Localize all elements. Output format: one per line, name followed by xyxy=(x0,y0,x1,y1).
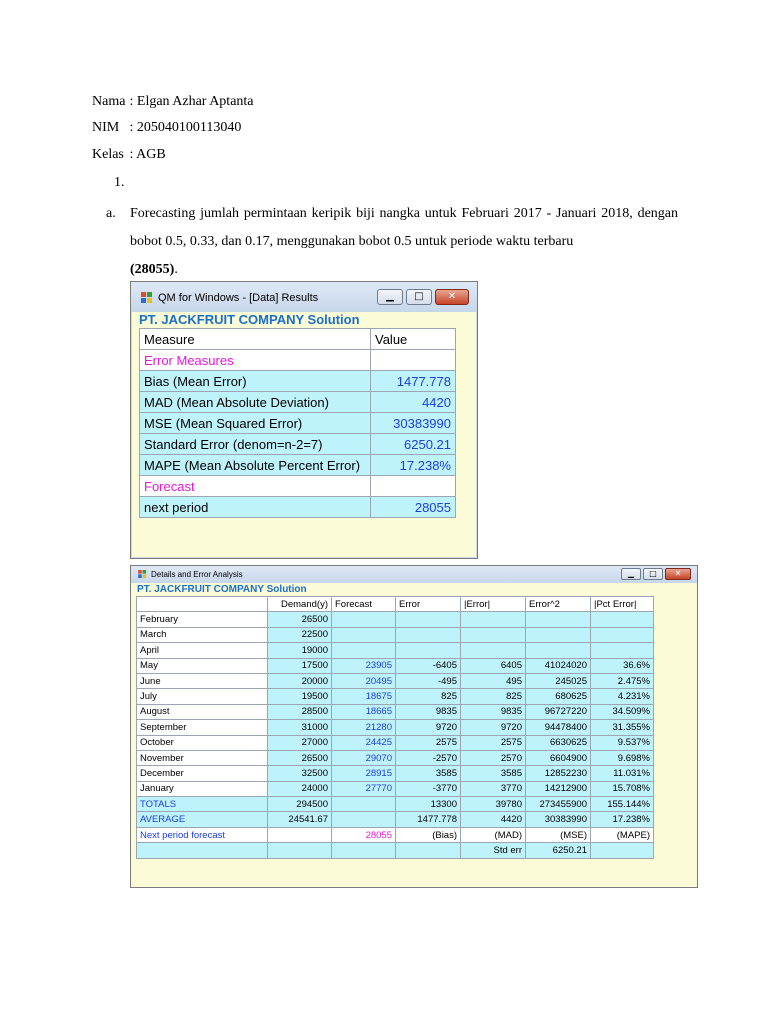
mse-label[interactable]: MSE (Mean Squared Error) xyxy=(140,413,371,434)
cell-abs-error[interactable]: 9835 xyxy=(461,704,526,719)
cell-error[interactable]: -2570 xyxy=(396,750,461,765)
cell-label[interactable]: TOTALS xyxy=(137,797,268,812)
close-icon: ✕ xyxy=(447,291,457,302)
cell-label[interactable]: May xyxy=(137,658,268,673)
part-a-suffix: . xyxy=(174,262,178,277)
nim-value: : 205040100113040 xyxy=(129,120,242,135)
mad-label[interactable]: MAD (Mean Absolute Deviation) xyxy=(140,392,371,413)
error-measures-label[interactable]: Error Measures xyxy=(140,350,371,371)
cell-pct-error[interactable]: (MAPE) xyxy=(591,827,654,842)
cell-abs-error[interactable]: 4420 xyxy=(461,812,526,827)
cell-pct-error[interactable]: 11.031% xyxy=(591,766,654,781)
cell-pct-error[interactable]: 15.708% xyxy=(591,781,654,796)
cell-abs-error[interactable]: 3585 xyxy=(461,766,526,781)
cell-abs-error[interactable]: 2570 xyxy=(461,750,526,765)
nama-value: : Elgan Azhar Aptanta xyxy=(129,94,254,109)
cell-pct-error[interactable]: 9.537% xyxy=(591,735,654,750)
results-solution-title: PT. JACKFRUIT COMPANY Solution xyxy=(139,312,360,327)
cell-abs-error[interactable]: 825 xyxy=(461,689,526,704)
close-button[interactable] xyxy=(665,568,691,580)
cell-abs-error[interactable] xyxy=(461,643,526,658)
cell-label[interactable]: April xyxy=(137,643,268,658)
table-row xyxy=(137,797,654,812)
cell-label[interactable]: November xyxy=(137,750,268,765)
table-row xyxy=(137,750,654,765)
table-row xyxy=(140,455,456,476)
next-period-label[interactable]: next period xyxy=(140,497,371,518)
bias-value[interactable]: 1477.778 xyxy=(371,371,456,392)
cell-demand[interactable]: 22500 xyxy=(268,627,332,642)
details-header-row xyxy=(137,597,654,612)
table-row xyxy=(137,781,654,796)
table-row xyxy=(140,413,456,434)
details-window-titlebar[interactable] xyxy=(131,566,697,583)
cell-label[interactable]: August xyxy=(137,704,268,719)
cell-label[interactable]: July xyxy=(137,689,268,704)
cell-demand[interactable] xyxy=(268,843,332,858)
details-table xyxy=(136,596,654,859)
cell-pct-error[interactable] xyxy=(591,612,654,627)
qm-app-icon xyxy=(138,570,147,578)
cell-error-squared[interactable]: 96727220 xyxy=(526,704,591,719)
cell-error-squared[interactable] xyxy=(526,612,591,627)
table-row xyxy=(137,812,654,827)
cell-pct-error[interactable] xyxy=(591,627,654,642)
part-a-paragraph xyxy=(92,200,678,284)
cell-error-squared[interactable]: 680625 xyxy=(526,689,591,704)
results-window-titlebar[interactable] xyxy=(131,282,477,312)
details-solution-title: PT. JACKFRUIT COMPANY Solution xyxy=(137,584,307,595)
table-row xyxy=(137,673,654,688)
table-row xyxy=(140,434,456,455)
cell-error-squared[interactable]: 6604900 xyxy=(526,750,591,765)
cell-error[interactable] xyxy=(396,627,461,642)
cell-pct-error[interactable] xyxy=(591,843,654,858)
cell-demand[interactable]: 26500 xyxy=(268,612,332,627)
cell-abs-error[interactable]: 39780 xyxy=(461,797,526,812)
empty-cell[interactable] xyxy=(371,350,456,371)
cell-error-squared[interactable]: 30383990 xyxy=(526,812,591,827)
kelas-row xyxy=(92,147,166,163)
results-window xyxy=(130,281,478,559)
table-row xyxy=(137,704,654,719)
cell-error[interactable] xyxy=(396,843,461,858)
table-row xyxy=(137,612,654,627)
cell-error[interactable]: 13300 xyxy=(396,797,461,812)
cell-demand[interactable]: 20000 xyxy=(268,673,332,688)
minimize-button[interactable] xyxy=(621,568,641,580)
header-label[interactable] xyxy=(137,597,268,612)
minimize-button[interactable] xyxy=(377,289,403,305)
part-a-letter: a. xyxy=(106,206,116,221)
cell-abs-error[interactable] xyxy=(461,627,526,642)
cell-demand[interactable]: 32500 xyxy=(268,766,332,781)
minimize-icon: ▁ xyxy=(627,569,635,578)
header-abs-error[interactable]: |Error| xyxy=(461,597,526,612)
nama-row xyxy=(92,94,254,110)
next-period-value[interactable]: 28055 xyxy=(371,497,456,518)
close-button[interactable] xyxy=(435,289,469,305)
details-window xyxy=(130,565,698,888)
cell-label[interactable]: AVERAGE xyxy=(137,812,268,827)
cell-forecast[interactable]: 28055 xyxy=(332,827,396,842)
question-number: 1. xyxy=(114,175,125,190)
cell-error[interactable]: 3585 xyxy=(396,766,461,781)
cell-error-squared[interactable]: 6630625 xyxy=(526,735,591,750)
cell-error[interactable]: -495 xyxy=(396,673,461,688)
cell-abs-error[interactable]: 2575 xyxy=(461,735,526,750)
cell-label[interactable]: June xyxy=(137,673,268,688)
cell-error[interactable]: 1477.778 xyxy=(396,812,461,827)
table-row xyxy=(137,658,654,673)
table-row xyxy=(137,843,654,858)
table-row xyxy=(137,720,654,735)
cell-error[interactable]: 825 xyxy=(396,689,461,704)
cell-pct-error[interactable]: 2.475% xyxy=(591,673,654,688)
cell-error-squared[interactable]: 12852230 xyxy=(526,766,591,781)
cell-forecast[interactable] xyxy=(332,612,396,627)
cell-forecast[interactable] xyxy=(332,643,396,658)
cell-pct-error[interactable]: 17.238% xyxy=(591,812,654,827)
cell-abs-error[interactable]: Std err xyxy=(461,843,526,858)
cell-label[interactable] xyxy=(137,843,268,858)
results-window-title: QM for Windows - [Data] Results xyxy=(158,292,319,304)
cell-error-squared[interactable]: 94478400 xyxy=(526,720,591,735)
cell-forecast[interactable]: 24425 xyxy=(332,735,396,750)
cell-error[interactable] xyxy=(396,643,461,658)
std-error-label[interactable]: Standard Error (denom=n-2=7) xyxy=(140,434,371,455)
cell-error-squared[interactable]: 6250.21 xyxy=(526,843,591,858)
cell-demand[interactable]: 28500 xyxy=(268,704,332,719)
cell-forecast[interactable]: 29070 xyxy=(332,750,396,765)
cell-error-squared[interactable]: (MSE) xyxy=(526,827,591,842)
cell-label[interactable]: January xyxy=(137,781,268,796)
table-row xyxy=(137,827,654,842)
header-error-squared[interactable]: Error^2 xyxy=(526,597,591,612)
table-row xyxy=(137,689,654,704)
table-row xyxy=(137,766,654,781)
cell-label[interactable]: December xyxy=(137,766,268,781)
cell-abs-error[interactable]: 3770 xyxy=(461,781,526,796)
cell-error[interactable]: 9835 xyxy=(396,704,461,719)
value-header[interactable]: Value xyxy=(371,329,456,350)
minimize-icon: ▁ xyxy=(386,291,394,302)
bias-label[interactable]: Bias (Mean Error) xyxy=(140,371,371,392)
cell-demand[interactable]: 24541.67 xyxy=(268,812,332,827)
empty-cell[interactable] xyxy=(371,476,456,497)
cell-error-squared[interactable] xyxy=(526,627,591,642)
results-header-row xyxy=(140,329,456,350)
cell-forecast[interactable] xyxy=(332,843,396,858)
maximize-icon: □ xyxy=(414,291,424,302)
cell-error[interactable]: -6405 xyxy=(396,658,461,673)
qm-app-icon xyxy=(141,292,153,303)
cell-error-squared[interactable] xyxy=(526,643,591,658)
cell-forecast[interactable] xyxy=(332,812,396,827)
table-row xyxy=(137,627,654,642)
cell-error[interactable]: 2575 xyxy=(396,735,461,750)
cell-forecast[interactable]: 18665 xyxy=(332,704,396,719)
mape-label[interactable]: MAPE (Mean Absolute Percent Error) xyxy=(140,455,371,476)
cell-error-squared[interactable]: 245025 xyxy=(526,673,591,688)
section-row xyxy=(140,476,456,497)
cell-abs-error[interactable]: 9720 xyxy=(461,720,526,735)
cell-demand[interactable] xyxy=(268,827,332,842)
nim-label: NIM xyxy=(92,120,120,135)
maximize-icon: □ xyxy=(649,569,657,578)
cell-label[interactable]: October xyxy=(137,735,268,750)
part-a-bold-value: (28055) xyxy=(130,262,175,277)
cell-error-squared[interactable]: 273455900 xyxy=(526,797,591,812)
cell-pct-error[interactable]: 36.6% xyxy=(591,658,654,673)
cell-pct-error[interactable]: 4.231% xyxy=(591,689,654,704)
cell-pct-error[interactable]: 155.144% xyxy=(591,797,654,812)
cell-error[interactable] xyxy=(396,612,461,627)
nama-label: Nama xyxy=(92,94,126,109)
kelas-label: Kelas xyxy=(92,147,124,162)
section-row xyxy=(140,350,456,371)
forecast-section-label[interactable]: Forecast xyxy=(140,476,371,497)
measure-header[interactable]: Measure xyxy=(140,329,371,350)
cell-error[interactable]: -3770 xyxy=(396,781,461,796)
header-forecast[interactable]: Forecast xyxy=(332,597,396,612)
cell-error[interactable]: (Bias) xyxy=(396,827,461,842)
cell-pct-error[interactable]: 31.355% xyxy=(591,720,654,735)
cell-forecast[interactable]: 23905 xyxy=(332,658,396,673)
cell-demand[interactable]: 19000 xyxy=(268,643,332,658)
cell-label[interactable]: February xyxy=(137,612,268,627)
results-window-controls xyxy=(374,289,469,305)
nim-row xyxy=(92,120,241,136)
cell-forecast[interactable] xyxy=(332,797,396,812)
table-row xyxy=(140,371,456,392)
cell-error-squared[interactable]: 41024020 xyxy=(526,658,591,673)
cell-abs-error[interactable]: 495 xyxy=(461,673,526,688)
header-pct-error[interactable]: |Pct Error| xyxy=(591,597,654,612)
cell-demand[interactable]: 24000 xyxy=(268,781,332,796)
cell-error[interactable]: 9720 xyxy=(396,720,461,735)
table-row xyxy=(140,392,456,413)
cell-forecast[interactable]: 27770 xyxy=(332,781,396,796)
cell-demand[interactable]: 19500 xyxy=(268,689,332,704)
table-row xyxy=(140,497,456,518)
cell-forecast[interactable]: 18675 xyxy=(332,689,396,704)
cell-abs-error[interactable] xyxy=(461,612,526,627)
cell-error-squared[interactable]: 14212900 xyxy=(526,781,591,796)
cell-abs-error[interactable]: (MAD) xyxy=(461,827,526,842)
cell-forecast[interactable]: 28915 xyxy=(332,766,396,781)
cell-demand[interactable]: 294500 xyxy=(268,797,332,812)
cell-demand[interactable]: 26500 xyxy=(268,750,332,765)
cell-demand[interactable]: 31000 xyxy=(268,720,332,735)
header-error[interactable]: Error xyxy=(396,597,461,612)
cell-forecast[interactable] xyxy=(332,627,396,642)
details-window-title: Details and Error Analysis xyxy=(151,570,243,579)
cell-forecast[interactable]: 21280 xyxy=(332,720,396,735)
header-demand[interactable]: Demand(y) xyxy=(268,597,332,612)
cell-demand[interactable]: 17500 xyxy=(268,658,332,673)
mape-value[interactable]: 17.238% xyxy=(371,455,456,476)
close-icon: ✕ xyxy=(674,569,682,578)
cell-label[interactable]: September xyxy=(137,720,268,735)
cell-pct-error[interactable] xyxy=(591,643,654,658)
cell-label[interactable]: March xyxy=(137,627,268,642)
cell-label[interactable]: Next period forecast xyxy=(137,827,268,842)
cell-pct-error[interactable]: 9.698% xyxy=(591,750,654,765)
part-a-text: Forecasting jumlah permintaan keripik biji nangka untuk Februari 2017 - Januari 2018, dengan bobot 0.5, 0.33, dan 0.17, menggunakan bobot 0.5 untuk periode waktu terbaru xyxy=(130,206,678,249)
std-error-value[interactable]: 6250.21 xyxy=(371,434,456,455)
results-table xyxy=(139,328,456,518)
part-a-text-block xyxy=(130,200,678,284)
mse-value[interactable]: 30383990 xyxy=(371,413,456,434)
table-row xyxy=(137,643,654,658)
cell-abs-error[interactable]: 6405 xyxy=(461,658,526,673)
details-window-controls xyxy=(619,568,691,580)
cell-demand[interactable]: 27000 xyxy=(268,735,332,750)
cell-pct-error[interactable]: 34.509% xyxy=(591,704,654,719)
maximize-button[interactable] xyxy=(406,289,432,305)
kelas-value: : AGB xyxy=(129,147,166,162)
maximize-button[interactable] xyxy=(643,568,663,580)
table-row xyxy=(137,735,654,750)
mad-value[interactable]: 4420 xyxy=(371,392,456,413)
cell-forecast[interactable]: 20495 xyxy=(332,673,396,688)
